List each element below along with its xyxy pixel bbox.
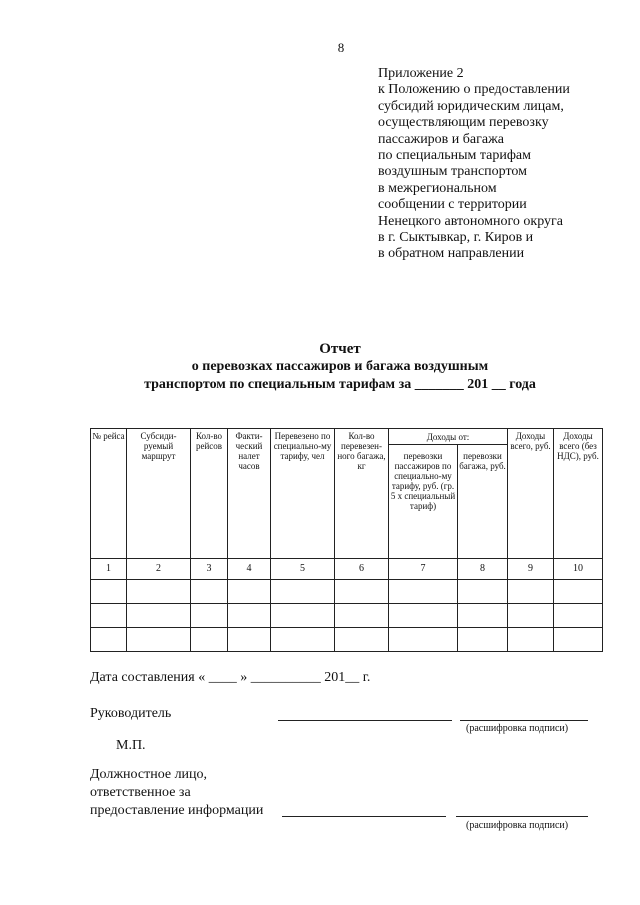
title-line: о перевозках пассажиров и багажа воздушным	[191, 359, 489, 374]
table-cell	[191, 580, 228, 604]
table-cell	[508, 604, 554, 628]
column-number-row	[91, 559, 603, 580]
official-signature-line	[282, 816, 446, 817]
head-decode-line	[460, 720, 588, 721]
appendix-line: к Положению о предоставлении	[378, 82, 570, 98]
header-cell: перевозки пассажиров по специально-му тарифу, руб. (гр. 5 х специальный тариф)	[389, 445, 458, 559]
appendix-line: пассажиров и багажа	[378, 131, 504, 147]
column-number-cell: 10	[554, 559, 603, 580]
appendix-note	[378, 66, 570, 263]
table-cell	[458, 580, 508, 604]
table-cell	[271, 604, 335, 628]
header-group-cell: Доходы от:	[389, 429, 508, 445]
appendix-line: субсидий юридическим лицам,	[378, 98, 564, 114]
table-cell	[271, 628, 335, 652]
header-row	[91, 429, 603, 445]
head-decode-caption: (расшифровка подписи)	[466, 723, 569, 734]
column-number-cell: 9	[508, 559, 554, 580]
table-cell	[228, 628, 271, 652]
header-cell: Кол-во перевезен-ного багажа, кг	[335, 429, 389, 559]
header-cell: Факти-ческий налет часов	[228, 429, 271, 559]
table-cell	[335, 604, 389, 628]
table-cell	[458, 604, 508, 628]
official-label-line: ответственное за	[90, 785, 191, 800]
appendix-line: в г. Сыктывкар, г. Киров и	[378, 230, 534, 246]
column-number-cell: 8	[458, 559, 508, 580]
appendix-line: осуществляющим перевозку	[378, 115, 549, 131]
column-number-cell: 5	[271, 559, 335, 580]
table-cell	[335, 580, 389, 604]
table-cell	[228, 604, 271, 628]
table-cell	[389, 628, 458, 652]
column-number-cell: 2	[127, 559, 191, 580]
appendix-line: воздушным транспортом	[378, 164, 527, 180]
official-decode-line	[456, 816, 588, 817]
head-signature-line	[278, 720, 452, 721]
head-label: Руководитель	[90, 706, 172, 721]
table-row	[91, 580, 603, 604]
title-line: Отчет	[319, 341, 361, 357]
table-cell	[91, 604, 127, 628]
table-cell	[127, 604, 191, 628]
table-cell	[554, 604, 603, 628]
table-cell	[458, 628, 508, 652]
official-label	[90, 766, 263, 820]
report-table	[90, 428, 603, 652]
header-cell: перевозки багажа, руб.	[458, 445, 508, 559]
official-decode-caption: (расшифровка подписи)	[466, 820, 569, 831]
table-row	[91, 628, 603, 652]
table-cell	[127, 628, 191, 652]
appendix-line: в межрегиональном	[378, 180, 497, 196]
official-label-line: Должностное лицо,	[90, 767, 208, 782]
table-cell	[554, 628, 603, 652]
stamp-label: М.П.	[116, 738, 146, 753]
appendix-line: по специальным тарифам	[378, 148, 532, 164]
table-cell	[508, 580, 554, 604]
official-label-line: предоставление информации	[90, 803, 264, 818]
table-cell	[508, 628, 554, 652]
appendix-line: Ненецкого автономного округа	[378, 213, 563, 229]
table-cell	[191, 604, 228, 628]
table-cell	[91, 580, 127, 604]
table-cell	[228, 580, 271, 604]
table-cell	[389, 604, 458, 628]
header-cell: Перевезено по специально-му тарифу, чел	[271, 429, 335, 559]
appendix-line: сообщении с территории	[378, 197, 527, 213]
header-cell: Доходы всего, руб.	[508, 429, 554, 559]
table-cell	[271, 580, 335, 604]
column-number-cell: 4	[228, 559, 271, 580]
table-cell	[127, 580, 191, 604]
page-number: 8	[337, 40, 345, 55]
date-label: Дата составления « ____ » __________ 201__ г.	[90, 670, 371, 685]
table-cell	[191, 628, 228, 652]
column-number-cell: 1	[91, 559, 127, 580]
table-cell	[335, 628, 389, 652]
appendix-line: в обратном направлении	[378, 246, 525, 262]
table-cell	[389, 580, 458, 604]
appendix-line: Приложение 2	[378, 66, 464, 81]
column-number-cell: 6	[335, 559, 389, 580]
table-cell	[91, 628, 127, 652]
table-cell	[554, 580, 603, 604]
table-row	[91, 604, 603, 628]
header-cell: Субсиди-руемый маршрут	[127, 429, 191, 559]
title-line: транспортом по специальным тарифам за _______ 201 __ года	[144, 377, 536, 392]
column-number-cell: 7	[389, 559, 458, 580]
header-cell: Кол-во рейсов	[191, 429, 228, 559]
report-title	[0, 340, 640, 394]
header-cell: № рейса	[91, 429, 127, 559]
header-cell: Доходы всего (без НДС), руб.	[554, 429, 603, 559]
column-number-cell: 3	[191, 559, 228, 580]
